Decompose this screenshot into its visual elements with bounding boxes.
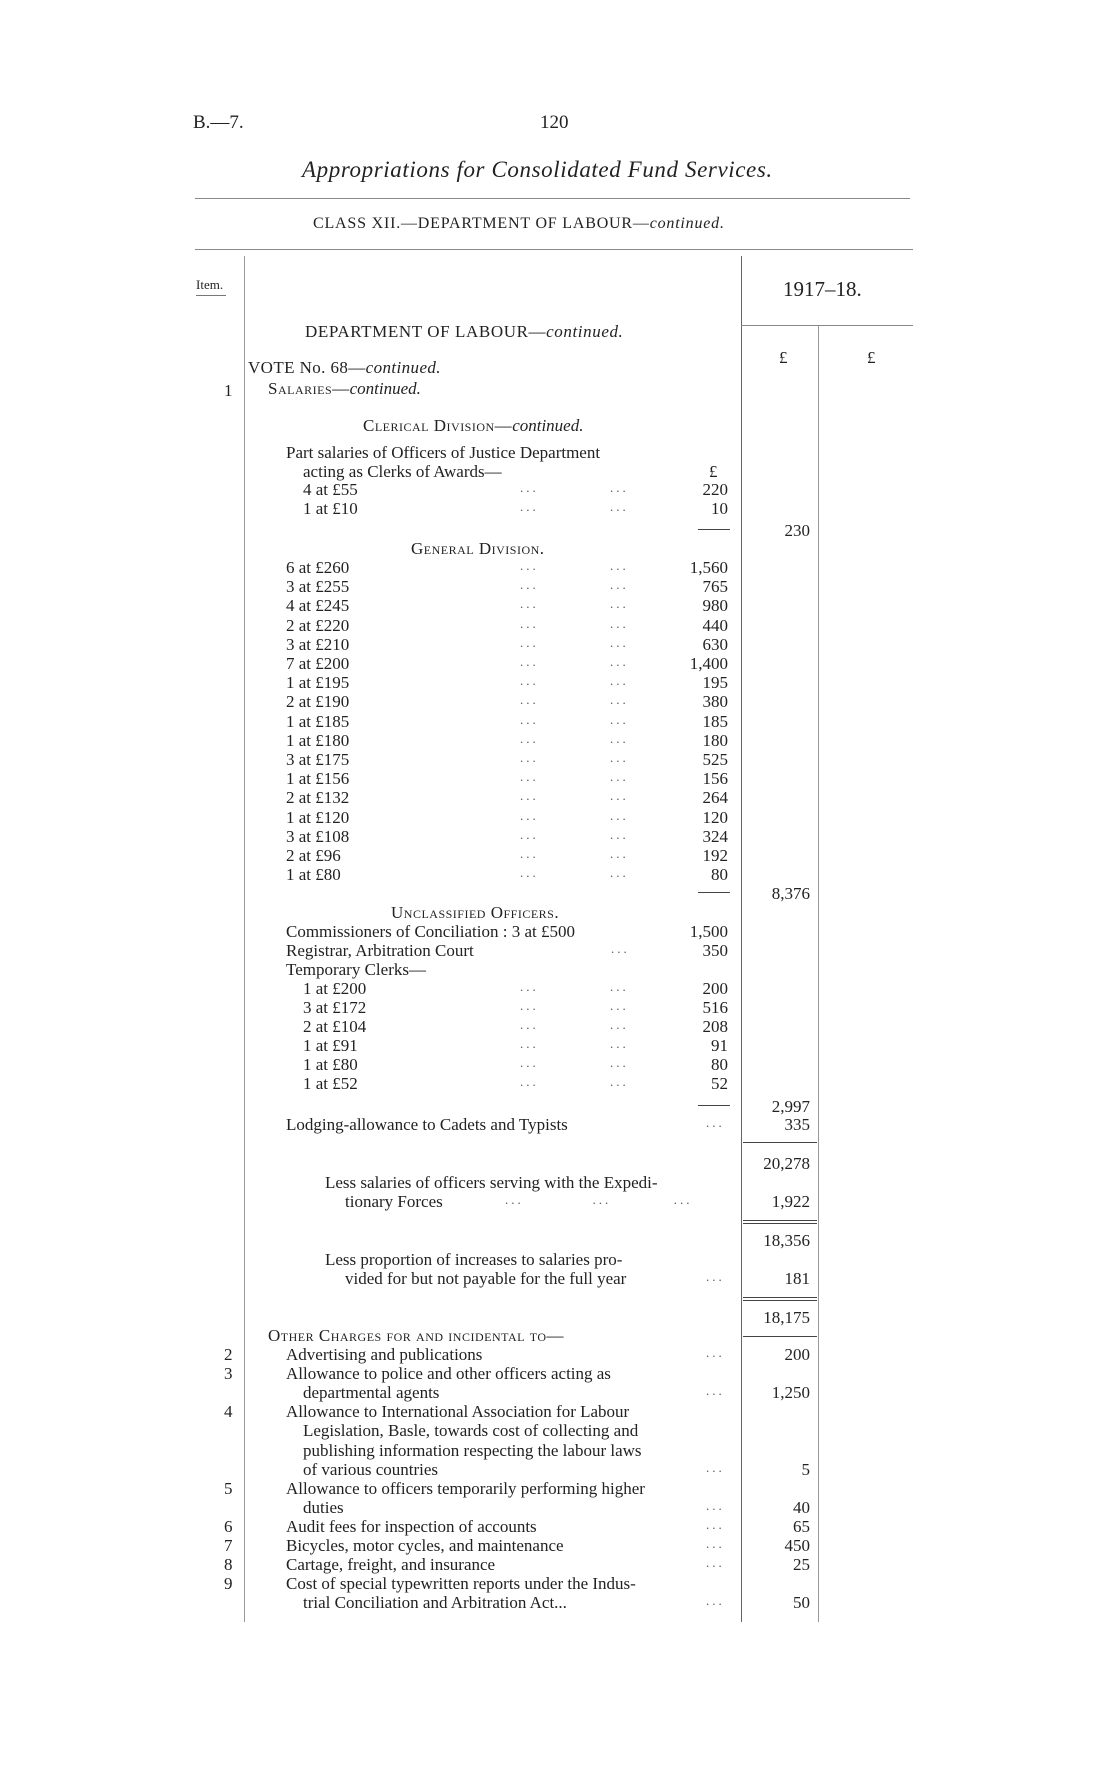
leader-dots: ... bbox=[610, 998, 629, 1013]
total-column-divider bbox=[818, 325, 819, 1622]
leader-dots: ... bbox=[520, 1055, 539, 1070]
leader-dots: ... bbox=[520, 711, 539, 727]
leader-dots: ... bbox=[706, 1555, 725, 1571]
leader-dots: ... bbox=[520, 979, 539, 994]
rate-row-label: 1 at £156 bbox=[286, 769, 350, 789]
leader-dots: ... bbox=[520, 846, 539, 861]
rate-row-amount: 200 bbox=[702, 979, 728, 998]
leader-dots: ... bbox=[520, 499, 539, 514]
page-title: Appropriations for Consolidated Fund Services. bbox=[302, 157, 773, 182]
leader-dots: ... bbox=[610, 634, 629, 650]
item-number: 7 bbox=[224, 1536, 233, 1555]
item-number: 1 bbox=[224, 381, 233, 400]
sum-rule bbox=[743, 1336, 817, 1337]
leader-dots: ... bbox=[610, 846, 629, 861]
leader-dots: ... bbox=[520, 615, 539, 631]
rate-row-label: 2 at £96 bbox=[286, 846, 341, 865]
rate-row-label: 7 at £200 bbox=[286, 654, 350, 673]
leader-dots: ... bbox=[520, 750, 539, 765]
leader-dots: ... ... ... bbox=[505, 1192, 693, 1207]
document-reference: B.—7. bbox=[193, 112, 244, 133]
leader-dots: ... bbox=[706, 1497, 725, 1513]
clerical-description-line: Part salaries of Officers of Justice Department bbox=[286, 443, 601, 462]
subtotal-amount: 18,175 bbox=[763, 1308, 810, 1327]
pound-header-2: £ bbox=[867, 348, 876, 367]
rate-row-amount: 80 bbox=[711, 865, 728, 885]
charge-description-line: departmental agents bbox=[303, 1383, 440, 1403]
rate-row-label: 3 at £172 bbox=[303, 998, 367, 1017]
leader-dots: ... bbox=[610, 673, 629, 689]
leader-dots: ... bbox=[706, 1536, 725, 1551]
rate-row-label: 3 at £175 bbox=[286, 750, 350, 769]
charge-description-line: duties bbox=[303, 1497, 344, 1517]
clerical-description-line: acting as Clerks of Awards— bbox=[303, 462, 502, 481]
rate-row-amount: 120 bbox=[702, 807, 728, 827]
rate-row-label: 2 at £220 bbox=[286, 615, 350, 635]
rate-row-amount: 324 bbox=[702, 826, 728, 846]
registrar-amount: 350 bbox=[702, 941, 728, 960]
unclassified-total: 2,997 bbox=[771, 1097, 810, 1116]
rate-row-amount: 192 bbox=[702, 846, 728, 865]
item-number: 6 bbox=[224, 1516, 233, 1536]
sum-rule bbox=[743, 1300, 817, 1301]
leader-dots: ... bbox=[706, 1269, 725, 1284]
leader-dots: ... bbox=[520, 692, 539, 708]
leader-dots: ... bbox=[520, 577, 539, 593]
department-heading: DEPARTMENT OF LABOUR—continued. bbox=[305, 322, 624, 341]
unclassified-heading: Unclassified Officers. bbox=[391, 903, 560, 922]
lodging-allowance-label: Lodging-allowance to Cadets and Typists bbox=[286, 1115, 568, 1134]
leader-dots: ... bbox=[610, 499, 629, 514]
leader-dots: ... bbox=[610, 558, 629, 573]
leader-dots: ... bbox=[610, 480, 629, 495]
less-increases-line: Less proportion of increases to salaries pro- bbox=[325, 1250, 623, 1269]
leader-dots: ... bbox=[610, 730, 629, 746]
charge-description-line: Audit fees for inspection of accounts bbox=[286, 1516, 537, 1536]
rate-row-amount: 220 bbox=[702, 480, 728, 499]
leader-dots: ... bbox=[520, 558, 539, 573]
leader-dots: ... bbox=[610, 1055, 629, 1070]
rate-row-label: 4 at £55 bbox=[303, 480, 358, 499]
less-expeditionary-line: tionary Forces bbox=[345, 1192, 443, 1211]
item-number: 3 bbox=[224, 1364, 233, 1384]
charge-description-line: publishing information respecting the labour laws bbox=[303, 1440, 642, 1460]
charge-description-line: of various countries bbox=[303, 1459, 439, 1479]
amount-column-divider bbox=[741, 256, 742, 1622]
rate-row-amount: 1,400 bbox=[689, 654, 728, 673]
item-column-header: Item. bbox=[196, 277, 224, 292]
rate-row-label: 6 at £260 bbox=[286, 558, 350, 577]
rate-row-amount: 195 bbox=[702, 673, 728, 693]
charge-description-line: Advertising and publications bbox=[286, 1345, 483, 1364]
leader-dots: ... bbox=[520, 1074, 539, 1089]
rate-row-label: 1 at £200 bbox=[303, 979, 367, 998]
leader-dots: ... bbox=[706, 1383, 725, 1399]
charge-amount: 40 bbox=[793, 1497, 810, 1517]
leader-dots: ... bbox=[520, 654, 539, 669]
rate-row-label: 3 at £210 bbox=[286, 634, 350, 654]
leader-dots: ... bbox=[520, 634, 539, 650]
rate-row-label: 1 at £80 bbox=[303, 1055, 358, 1074]
rate-row-label: 1 at £120 bbox=[286, 807, 350, 827]
rate-row-label: 2 at £104 bbox=[303, 1017, 367, 1036]
temporary-clerks-heading: Temporary Clerks— bbox=[286, 960, 426, 979]
sum-rule bbox=[743, 1223, 817, 1224]
rate-row-amount: 264 bbox=[702, 788, 728, 808]
rate-row-label: 3 at £108 bbox=[286, 826, 350, 846]
commissioners-amount: 1,500 bbox=[689, 922, 728, 941]
rate-row-label: 1 at £185 bbox=[286, 711, 350, 731]
rate-row-label: 2 at £190 bbox=[286, 692, 350, 712]
charge-description-line: Legislation, Basle, towards cost of collecting and bbox=[303, 1421, 639, 1441]
rate-row-label: 3 at £255 bbox=[286, 577, 350, 597]
leader-dots: ... bbox=[610, 711, 629, 727]
leader-dots: ... bbox=[520, 865, 539, 881]
leader-dots: ... bbox=[706, 1345, 725, 1360]
salaries-heading: Salaries—continued. bbox=[268, 379, 421, 398]
rate-row-label: 1 at £91 bbox=[303, 1036, 358, 1055]
leader-dots: ... bbox=[610, 1036, 629, 1051]
class-rule bbox=[195, 249, 913, 250]
class-heading: CLASS XII.—DEPARTMENT OF LABOUR—continued. bbox=[313, 215, 725, 232]
leader-dots: ... bbox=[706, 1459, 725, 1475]
rate-row-label: 1 at £52 bbox=[303, 1074, 358, 1093]
charge-amount: 65 bbox=[793, 1516, 810, 1536]
leader-dots: ... bbox=[520, 480, 539, 495]
leader-dots: ... bbox=[706, 1115, 725, 1130]
charge-description-line: Allowance to police and other officers acting as bbox=[286, 1364, 611, 1384]
leader-dots: ... bbox=[610, 979, 629, 994]
rate-row-amount: 180 bbox=[702, 730, 728, 750]
clerical-heading: Clerical Division—continued. bbox=[363, 416, 584, 435]
leader-dots: ... bbox=[610, 577, 629, 593]
subtotal-amount: 18,356 bbox=[763, 1231, 810, 1250]
pound-header-1: £ bbox=[779, 348, 788, 367]
charge-description-line: Bicycles, motor cycles, and maintenance bbox=[286, 1536, 564, 1555]
charge-description-line: Allowance to officers temporarily performing higher bbox=[286, 1478, 645, 1498]
general-total: 8,376 bbox=[771, 884, 810, 903]
registrar-line: Registrar, Arbitration Court bbox=[286, 941, 474, 960]
leader-dots: ... bbox=[520, 673, 539, 689]
leader-dots: ... bbox=[610, 1074, 629, 1089]
page-number: 120 bbox=[540, 112, 569, 133]
rate-row-label: 1 at £180 bbox=[286, 730, 350, 750]
charge-description-line: trial Conciliation and Arbitration Act... bbox=[303, 1593, 567, 1613]
charge-amount: 1,250 bbox=[771, 1383, 810, 1403]
item-number: 5 bbox=[224, 1478, 233, 1498]
other-charges-heading: Other Charges for and incidental to— bbox=[268, 1326, 565, 1345]
year-column-header: 1917–18. bbox=[783, 277, 862, 301]
less-expeditionary-line: Less salaries of officers serving with the Expedi- bbox=[325, 1173, 658, 1192]
less-increases-line: vided for but not payable for the full year bbox=[345, 1269, 627, 1288]
title-rule bbox=[195, 198, 910, 199]
charge-description-line: Allowance to International Association for Labour bbox=[286, 1402, 630, 1422]
rate-row-amount: 516 bbox=[702, 998, 728, 1017]
leader-dots: ... bbox=[520, 998, 539, 1013]
rate-row-amount: 52 bbox=[711, 1074, 728, 1093]
rate-row-amount: 380 bbox=[702, 692, 728, 712]
rate-row-label: 1 at £80 bbox=[286, 865, 341, 885]
rate-row-label: 2 at £132 bbox=[286, 788, 350, 808]
rate-row-amount: 208 bbox=[702, 1017, 728, 1036]
rate-row-amount: 630 bbox=[702, 634, 728, 654]
rate-row-amount: 91 bbox=[711, 1036, 728, 1055]
rate-row-label: 4 at £245 bbox=[286, 596, 350, 616]
clerical-total: 230 bbox=[784, 521, 810, 540]
leader-dots: ... bbox=[610, 865, 629, 881]
leader-dots: ... bbox=[706, 1516, 725, 1532]
leader-dots: ... bbox=[610, 807, 629, 823]
leader-dots: ... bbox=[610, 826, 629, 842]
charge-amount: 5 bbox=[801, 1459, 810, 1479]
leader-dots: ... bbox=[520, 730, 539, 746]
year-rule bbox=[741, 325, 913, 326]
rate-row-amount: 10 bbox=[711, 499, 728, 518]
rate-row-amount: 156 bbox=[702, 769, 728, 789]
vote-heading: VOTE No. 68—continued. bbox=[248, 358, 441, 377]
item-column-divider bbox=[244, 256, 245, 1622]
sum-rule bbox=[743, 1142, 817, 1143]
sum-rule bbox=[743, 1297, 817, 1298]
leader-dots: ... bbox=[520, 1036, 539, 1051]
leader-dots: ... bbox=[611, 941, 630, 956]
less-increases-amount: 181 bbox=[784, 1269, 810, 1288]
rate-row-amount: 525 bbox=[702, 750, 728, 769]
unclassified-subtotal-rule bbox=[698, 1105, 730, 1106]
item-number: 9 bbox=[224, 1574, 233, 1594]
leader-dots: ... bbox=[520, 807, 539, 823]
leader-dots: ... bbox=[610, 788, 629, 804]
leader-dots: ... bbox=[520, 596, 539, 612]
general-subtotal-rule bbox=[698, 892, 730, 893]
pound-subheader: £ bbox=[709, 462, 718, 481]
leader-dots: ... bbox=[520, 788, 539, 804]
leader-dots: ... bbox=[706, 1593, 725, 1609]
leader-dots: ... bbox=[520, 826, 539, 842]
item-number: 4 bbox=[224, 1402, 233, 1422]
leader-dots: ... bbox=[610, 615, 629, 631]
rate-row-amount: 1,560 bbox=[689, 558, 728, 577]
leader-dots: ... bbox=[520, 769, 539, 785]
rate-row-amount: 765 bbox=[702, 577, 728, 597]
leader-dots: ... bbox=[520, 1017, 539, 1032]
less-expeditionary-amount: 1,922 bbox=[771, 1192, 810, 1211]
commissioners-line: Commissioners of Conciliation : 3 at £500 bbox=[286, 922, 575, 941]
leader-dots: ... bbox=[610, 596, 629, 612]
rate-row-amount: 440 bbox=[702, 615, 728, 635]
clerical-subtotal-rule bbox=[698, 529, 730, 530]
leader-dots: ... bbox=[610, 692, 629, 708]
general-heading: General Division. bbox=[411, 539, 545, 558]
charge-amount: 25 bbox=[793, 1555, 810, 1575]
charge-amount: 200 bbox=[784, 1345, 810, 1364]
item-header-rule bbox=[196, 295, 226, 296]
leader-dots: ... bbox=[610, 750, 629, 765]
charge-description-line: Cartage, freight, and insurance bbox=[286, 1555, 496, 1575]
rate-row-label: 1 at £10 bbox=[303, 499, 358, 518]
leader-dots: ... bbox=[610, 769, 629, 785]
rate-row-amount: 185 bbox=[702, 711, 728, 731]
rate-row-amount: 80 bbox=[711, 1055, 728, 1074]
leader-dots: ... bbox=[610, 1017, 629, 1032]
item-number: 2 bbox=[224, 1345, 233, 1364]
rate-row-label: 1 at £195 bbox=[286, 673, 350, 693]
charge-description-line: Cost of special typewritten reports under the Indus- bbox=[286, 1574, 636, 1594]
rate-row-amount: 980 bbox=[702, 596, 728, 616]
charge-amount: 450 bbox=[784, 1536, 810, 1555]
subtotal-amount: 20,278 bbox=[763, 1154, 810, 1173]
item-number: 8 bbox=[224, 1555, 233, 1575]
sum-rule bbox=[743, 1220, 817, 1221]
lodging-allowance-amount: 335 bbox=[784, 1115, 810, 1134]
leader-dots: ... bbox=[610, 654, 629, 669]
charge-amount: 50 bbox=[793, 1593, 810, 1613]
